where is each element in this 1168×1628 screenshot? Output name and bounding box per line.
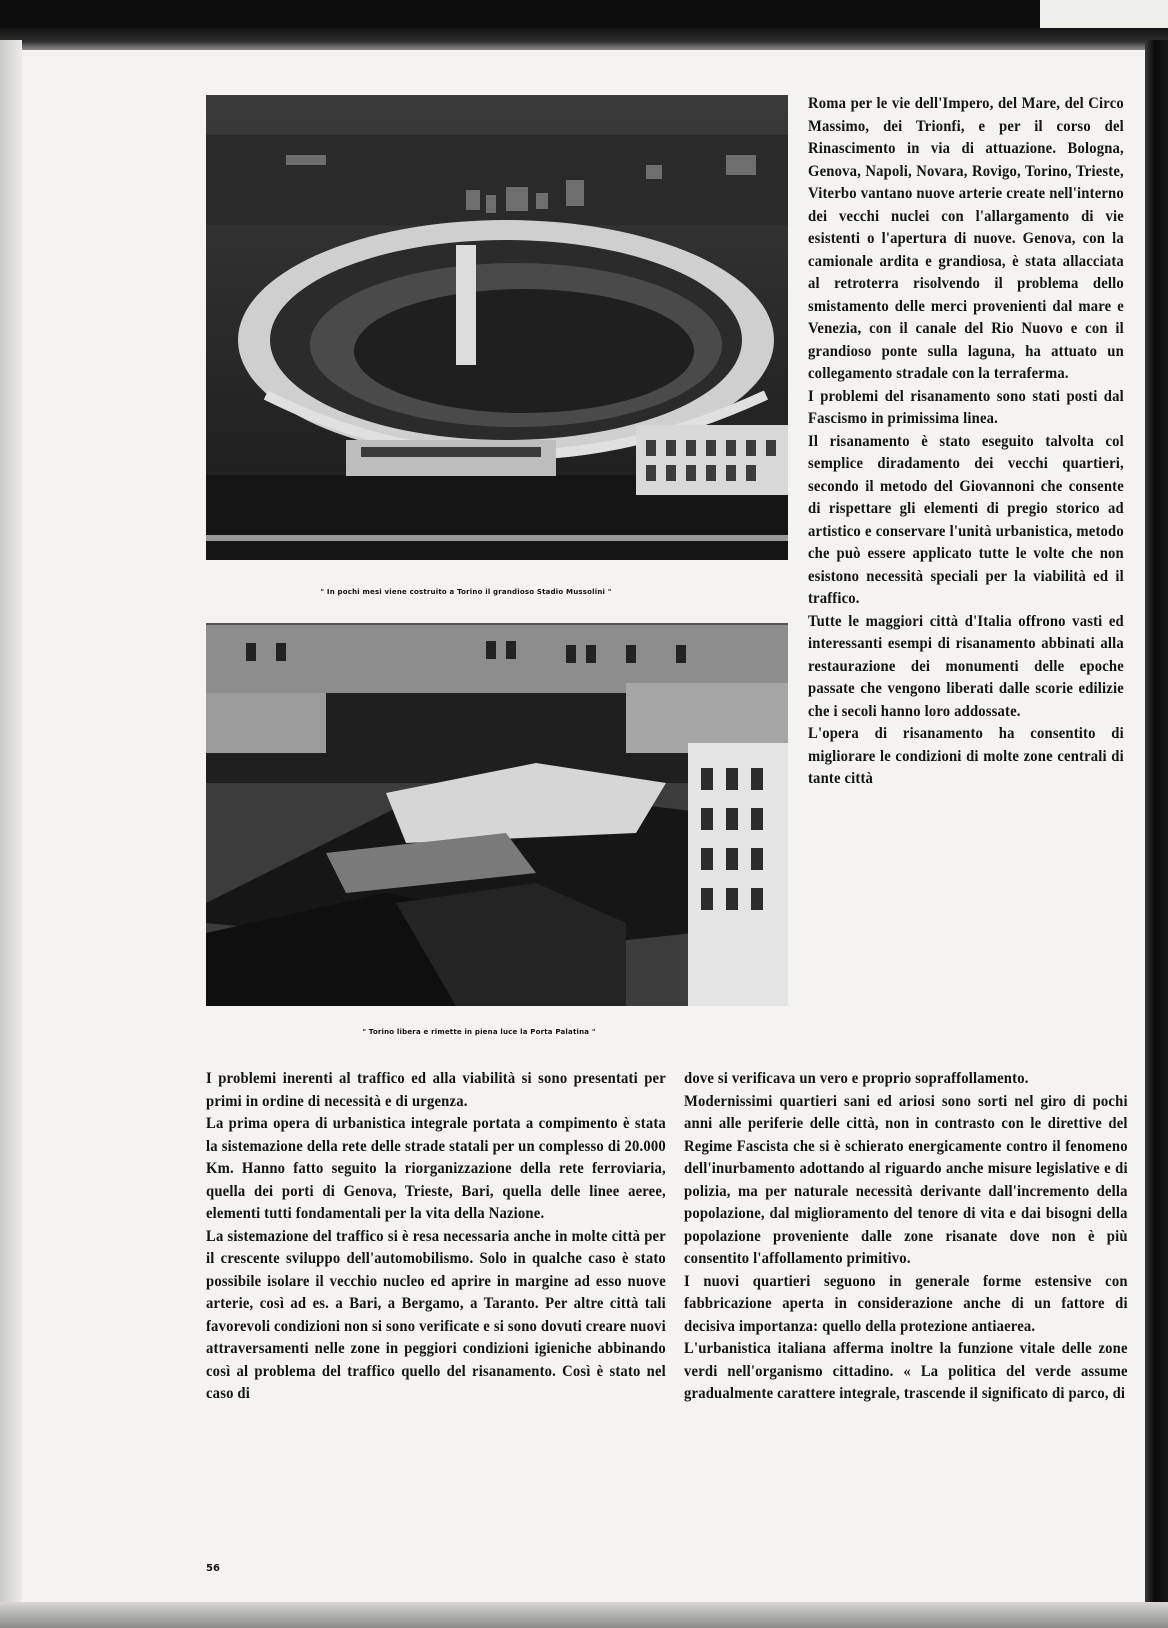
- porta-palatina-photo-caption: " Torino libera e rimette in piena luce la Porta Palatina ": [362, 1028, 596, 1036]
- paragraph: L'urbanistica italiana afferma inoltre la funzione vitale delle zone verdi nell'organismo cittadino. « La politica del verde assume gradualmente carattere integrale, trascende il significato di parco, di: [684, 1338, 1128, 1402]
- right-lower-text-column: [684, 1067, 1128, 1405]
- paragraph: L'opera di risanamento ha consentito di migliorare le condizioni di molte zone centrali di tante città: [808, 723, 1124, 787]
- paragraph: Modernissimi quartieri sani ed ariosi sono sorti nel giro di pochi anni alle periferie delle città, non in contrasto con le direttive del Regime Fascista che si è schierato energicamente contro il fenomeno dell'inurbamento adottando al riguardo anche misure legislative e di polizia, ma per naturale necessità derivante dall'incremento della popolazione, dal miglioramento del tenore di vita e dai bisogni della popolazione proveniente dalle zone risanate dove non è più consentito l'affollamento primitivo.: [684, 1090, 1128, 1267]
- scan-shadow-left: [0, 40, 22, 1628]
- stadium-photo-caption: " In pochi mesi viene costruito a Torino il grandioso Stadio Mussolini ": [320, 588, 612, 596]
- paragraph: Tutte le maggiori città d'Italia offrono vasti ed interessanti esempi di risanamento abbinati alla restaurazione dei monumenti delle epoche passate che vengono liberati dalle scorie edilizie che i secoli hanno loro addossate.: [808, 610, 1124, 720]
- paragraph: La sistemazione del traffico si è resa necessaria anche in molte città per il crescente sviluppo dell'automobilismo. Solo in qualche caso è stato possibile isolare il vecchio nucleo ed aprire in margine ad esso nuove arterie, così ad es. a Bari, a Bergamo, a Taranto. Per altre città tali favorevoli condizioni non si sono verificate e si sono dovuti creare nuovi attraversamenti nelle zone in peggiori condizioni igieniche abbinando così al problema del traffico quello del risanamento. Così è stato nel caso di: [206, 1225, 666, 1402]
- paragraph: Roma per le vie dell'Impero, del Mare, del Circo Massimo, dei Trionfi, e per il corso del Rinascimento in via di attuazione. Bologna, Genova, Napoli, Novara, Rovigo, Torino, Trieste, Viterbo vantano nuove arterie create nell'interno dei vecchi nuclei con l'allargamento di vie esistenti o l'apertura di nuove. Genova, con la camionale ardita e grandiosa, è stata allacciata al retroterra risolvendo il problema dello smistamento delle merci provenienti dal mare e Venezia, con il canale del Rio Nuovo e con il grandioso ponte sulla laguna, ha attuato un collegamento stradale con la terraferma.: [808, 93, 1124, 382]
- porta-palatina-photo: [206, 623, 788, 1006]
- book-spine-shadow: [1145, 40, 1168, 1628]
- left-text-column: [206, 1067, 666, 1405]
- scan-shadow-top: [0, 0, 1040, 28]
- paragraph: I problemi del risanamento sono stati posti dal Fascismo in primissima linea.: [808, 385, 1124, 427]
- paragraph: La prima opera di urbanistica integrale portata a compimento è stata la sistemazione della rete delle strade statali per un complesso di 20.000 Km. Hanno fatto seguito la riorganizzazione della rete ferroviaria, quella dei porti di Genova, Trieste, Bari, quella delle linee aeree, elementi tutti fondamentali per la vita della Nazione.: [206, 1113, 666, 1222]
- paragraph: Il risanamento è stato eseguito talvolta col semplice diradamento dei vecchi quartieri, secondo il metodo del Giovannoni che consente di rispettare gli elementi di pregio storico ad artistico e conservare l'unità urbanistica, metodo che può essere applicato tutte le volte che non esistono necessità speciali per la viabilità ed il traffico.: [808, 430, 1124, 607]
- paragraph: I nuovi quartieri seguono in generale forme estensive con fabbricazione aperta in considerazione anche di un fattore di decisiva importanza: quello della protezione antiaerea.: [684, 1270, 1128, 1335]
- paragraph: dove si verificava un vero e proprio sopraffollamento.: [684, 1068, 1029, 1087]
- scan-shadow-bottom: [0, 1602, 1168, 1628]
- stadium-photo: [206, 95, 788, 560]
- right-text-column: [808, 92, 1124, 790]
- page-number: 56: [206, 1563, 220, 1574]
- paragraph: I problemi inerenti al traffico ed alla viabilità si sono presentati per primi in ordine di necessità e di urgenza.: [206, 1068, 666, 1110]
- scan-shadow-band: [0, 28, 1168, 50]
